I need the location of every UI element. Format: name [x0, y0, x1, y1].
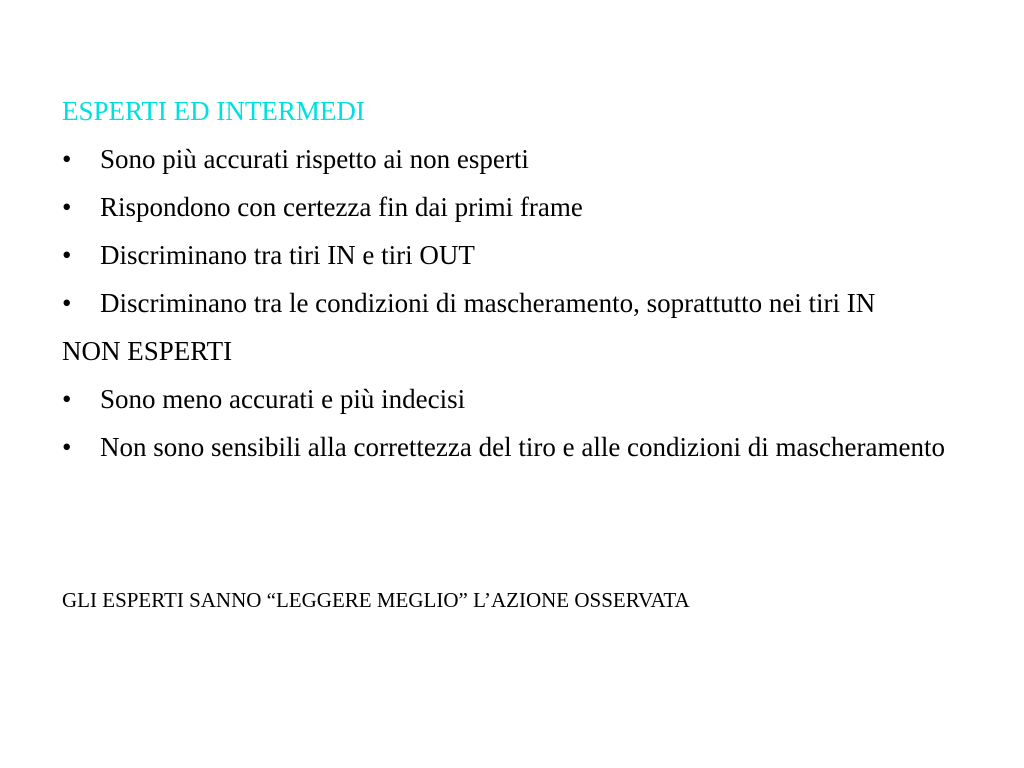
bullet-item	[62, 380, 962, 428]
section-heading-non-experts: NON ESPERTI	[62, 336, 233, 366]
bullet-text: Non sono sensibili alla correttezza del tiro e alle condizioni di mascheramento	[100, 432, 945, 462]
bullet-item	[62, 236, 962, 284]
bullet-dot-icon: •	[62, 432, 72, 462]
section-experts	[62, 92, 962, 332]
bullet-text: Rispondono con certezza fin dai primi frame	[100, 192, 583, 222]
bullet-dot-icon: •	[62, 240, 72, 270]
bullet-dot-icon: •	[62, 192, 72, 222]
bullet-text: Discriminano tra le condizioni di mascheramento, soprattutto nei tiri IN	[100, 288, 876, 318]
bullet-item	[62, 140, 962, 188]
section-non-experts	[62, 332, 962, 476]
bullet-dot-icon: •	[62, 144, 72, 174]
bullet-text: Sono meno accurati e più indecisi	[100, 384, 466, 414]
bullet-item	[62, 188, 962, 236]
section-heading-experts: ESPERTI ED INTERMEDI	[62, 96, 365, 126]
bullet-item	[62, 284, 962, 332]
bullet-list-experts	[62, 140, 962, 332]
slide-content	[62, 92, 962, 476]
bullet-item	[62, 428, 962, 476]
bullet-text: Sono più accurati rispetto ai non esperti	[100, 144, 529, 174]
bullet-list-non-experts	[62, 380, 962, 476]
bullet-dot-icon: •	[62, 288, 72, 318]
conclusion-text: GLI ESPERTI SANNO “LEGGERE MEGLIO” L’AZIONE OSSERVATA	[62, 588, 690, 612]
bullet-text: Discriminano tra tiri IN e tiri OUT	[100, 240, 475, 270]
bullet-dot-icon: •	[62, 384, 72, 414]
